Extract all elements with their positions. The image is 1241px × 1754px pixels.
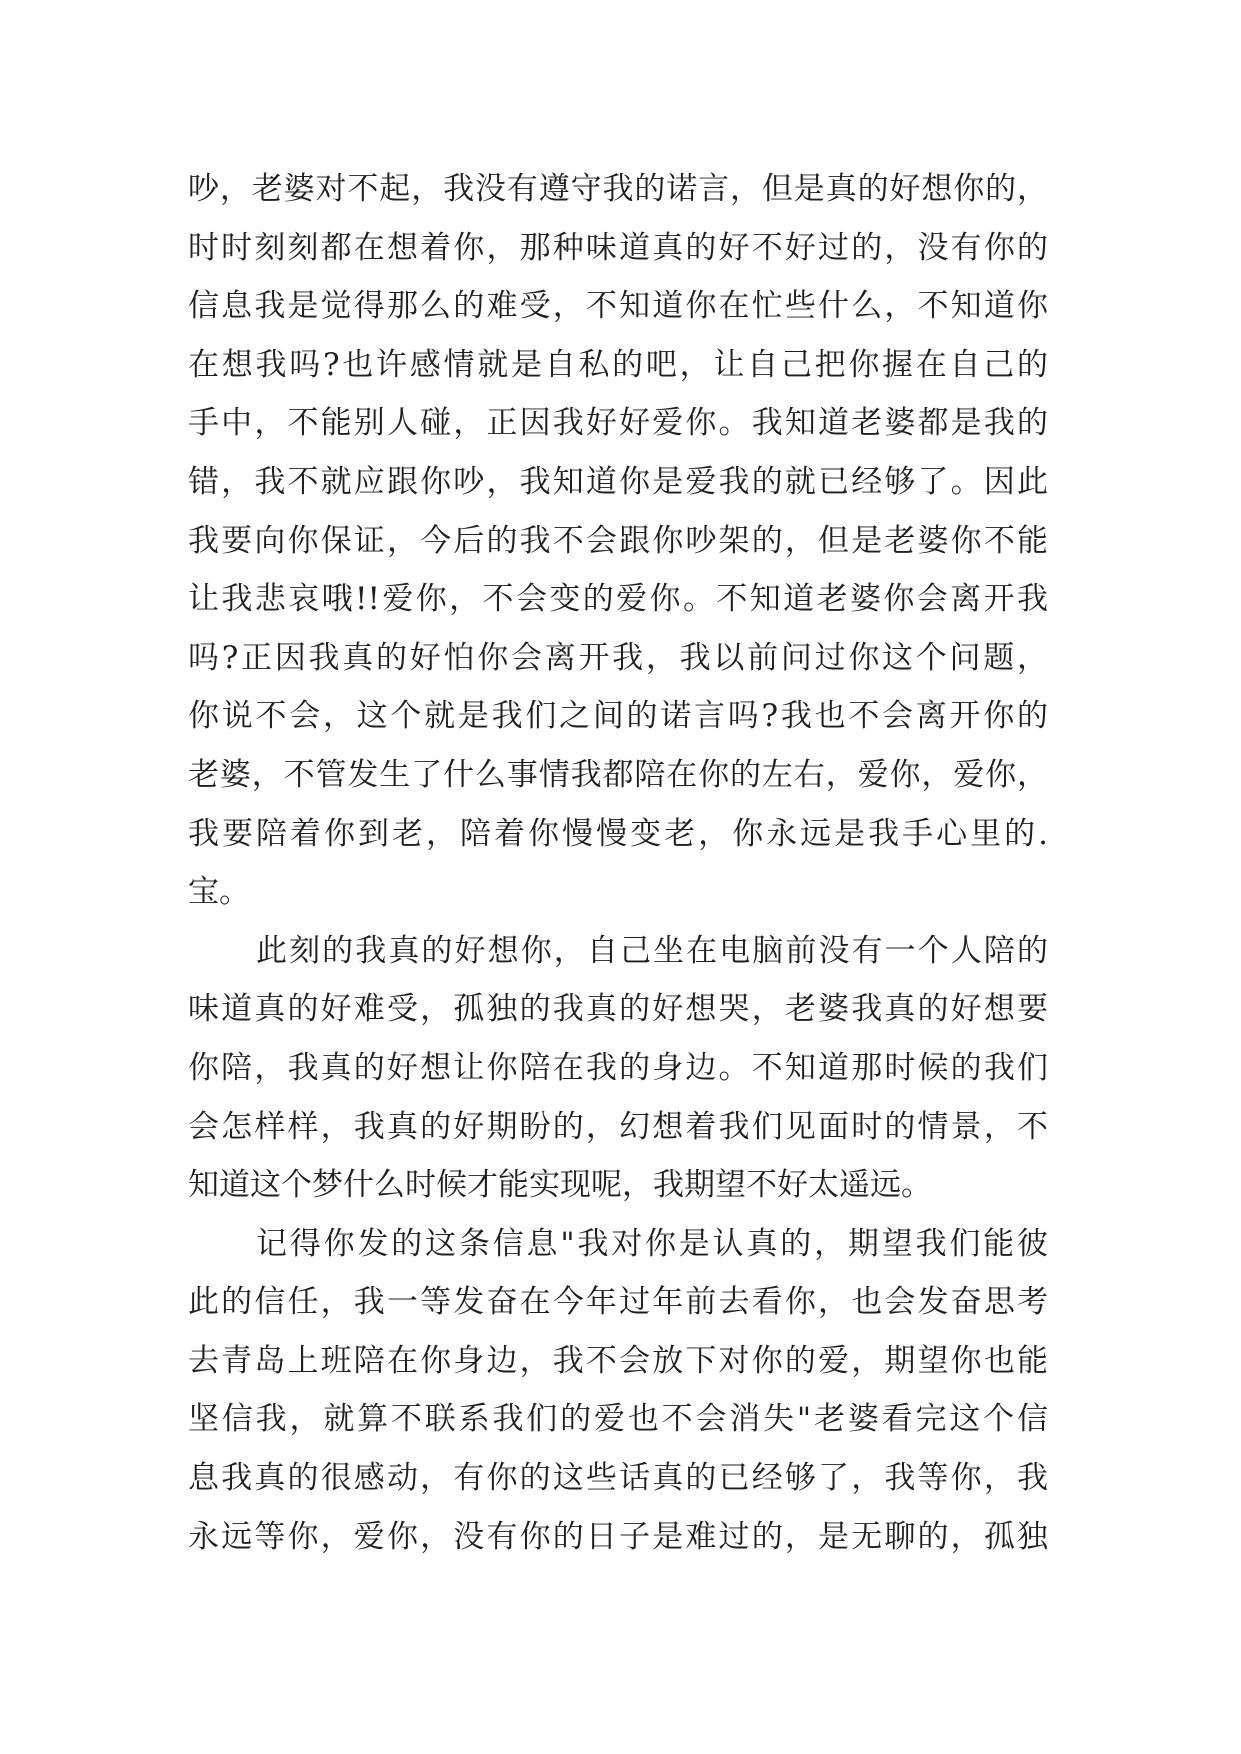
text-line: 宝。 — [188, 874, 250, 911]
text-line: 信息我是觉得那么的难受，不知道你在忙些什么，不知道你 — [188, 288, 1048, 325]
text-line: 吵，老婆对不起，我没有遵守我的诺言，但是真的好想你的， — [188, 171, 1048, 207]
text-line: 你陪，我真的好想让你陪在我的身边。不知道那时候的我们 — [188, 1049, 1048, 1086]
text-line: 我要陪着你到老，陪着你慢慢变老，你永远是我手心里的. — [188, 815, 1048, 852]
text-line: 你说不会，这个就是我们之间的诺言吗?我也不会离开你的 — [188, 698, 1048, 735]
text-line: 老婆，不管发生了什么事情我都陪在你的左右，爱你，爱你， — [188, 756, 1048, 793]
text-line: 吗?正因我真的好怕你会离开我，我以前问过你这个问题， — [188, 639, 1048, 676]
text-line: 在想我吗?也许感情就是自私的吧，让自己把你握在自己的 — [188, 346, 1048, 383]
text-line: 错，我不就应跟你吵，我知道你是爱我的就已经够了。因此 — [188, 463, 1048, 500]
text-line: 知道这个梦什么时候才能实现呢，我期望不好太遥远。 — [188, 1167, 932, 1204]
text-line: 让我悲哀哦!!爱你，不会变的爱你。不知道老婆你会离开我 — [188, 581, 1048, 618]
text-line: 手中，不能别人碰，正因我好好爱你。我知道老婆都是我的 — [188, 405, 1048, 442]
text-line: 此刻的我真的好想你，自己坐在电脑前没有一个人陪的 — [256, 932, 1048, 969]
text-line: 我要向你保证，今后的我不会跟你吵架的，但是老婆你不能 — [188, 522, 1048, 559]
paragraph-1 — [188, 160, 1048, 922]
text-line: 永远等你，爱你，没有你的日子是难过的，是无聊的，孤独 — [188, 1518, 1048, 1555]
text-line: 此的信任，我一等发奋在今年过年前去看你，也会发奋思考 — [188, 1284, 1048, 1321]
text-line: 味道真的好难受，孤独的我真的好想哭，老婆我真的好想要 — [188, 991, 1048, 1028]
paragraph-2 — [188, 922, 1048, 1215]
text-line: 会怎样样，我真的好期盼的，幻想着我们见面时的情景，不 — [188, 1108, 1048, 1145]
document-body — [188, 160, 1048, 1566]
paragraph-3 — [188, 1215, 1048, 1567]
text-line: 坚信我，就算不联系我们的爱也不会消失"老婆看完这个信 — [188, 1401, 1048, 1438]
text-line: 时时刻刻都在想着你，那种味道真的好不好过的，没有你的 — [188, 229, 1048, 266]
text-line: 息我真的很感动，有你的这些话真的已经够了，我等你，我 — [188, 1460, 1048, 1497]
text-line: 去青岛上班陪在你身边，我不会放下对你的爱，期望你也能 — [188, 1342, 1048, 1379]
text-line: 记得你发的这条信息"我对你是认真的，期望我们能彼 — [256, 1225, 1048, 1262]
